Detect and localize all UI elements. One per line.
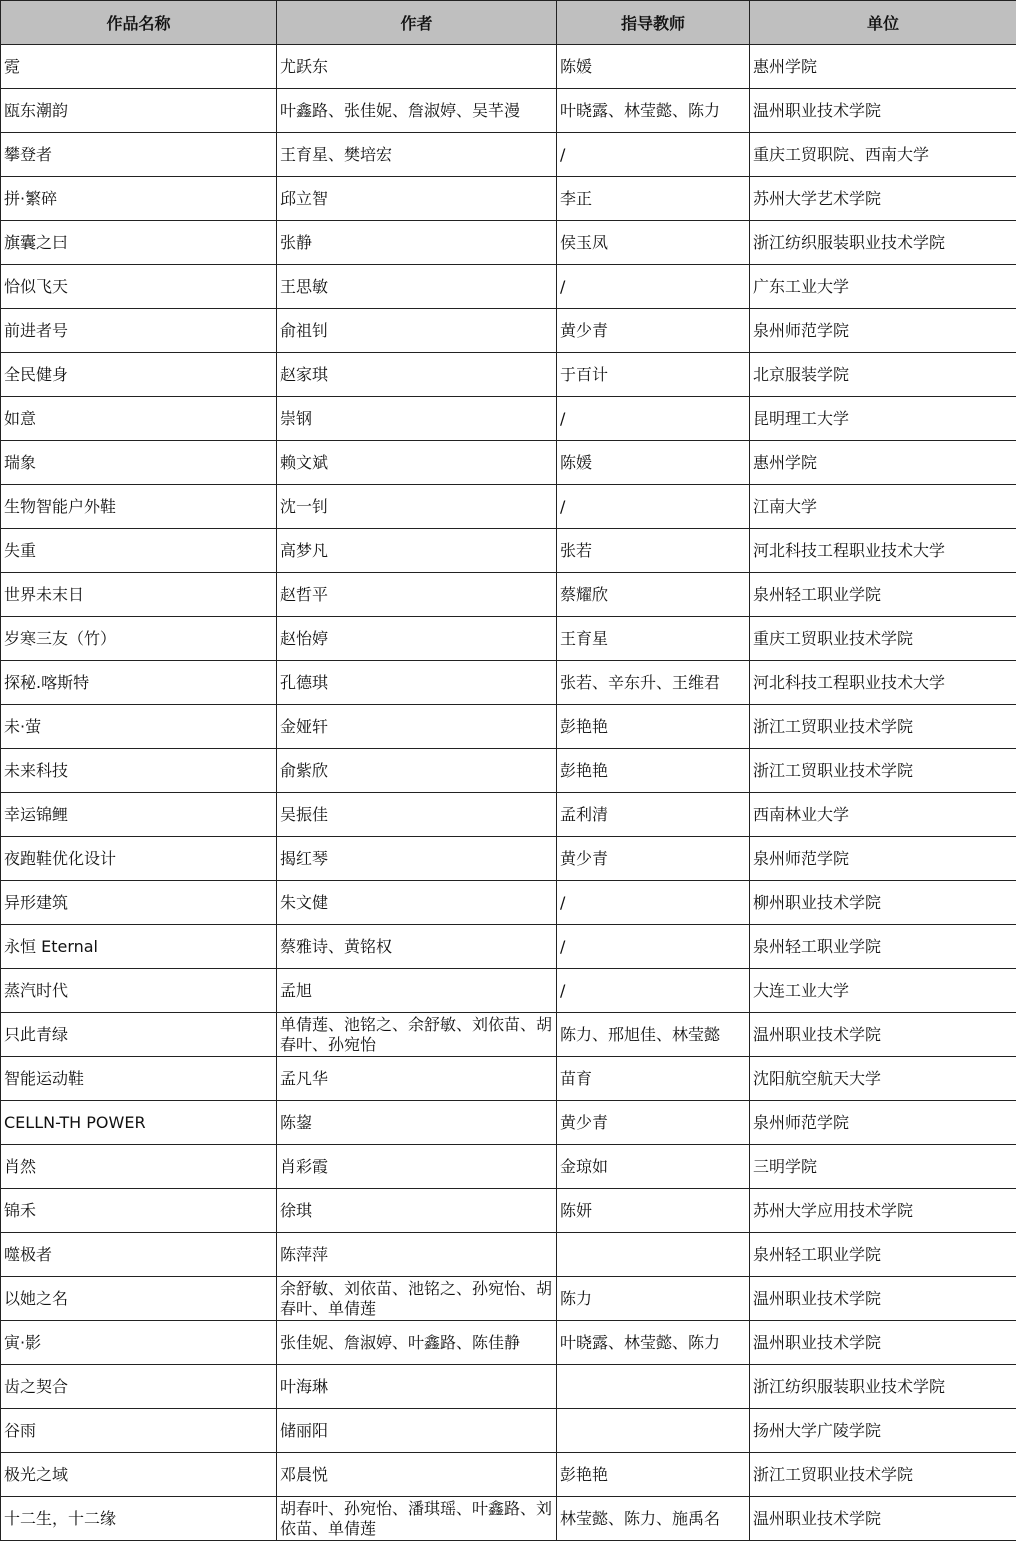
cell-author: 王思敏 (277, 265, 557, 309)
cell-author: 揭红琴 (277, 837, 557, 881)
cell-advisor: 陈媛 (557, 45, 750, 89)
cell-institution: 浙江纺织服装职业技术学院 (750, 1365, 1016, 1409)
cell-institution: 河北科技工程职业技术大学 (750, 529, 1016, 573)
cell-author: 余舒敏、刘依苗、池铭之、孙宛怡、胡春叶、单倩莲 (277, 1277, 557, 1321)
header-advisor: 指导教师 (557, 1, 750, 45)
cell-work-name: 探秘.喀斯特 (1, 661, 277, 705)
cell-work-name: 如意 (1, 397, 277, 441)
cell-work-name: 幸运锦鲤 (1, 793, 277, 837)
cell-advisor: 陈力 (557, 1277, 750, 1321)
cell-work-name: 旗囊之曰 (1, 221, 277, 265)
cell-advisor: 于百计 (557, 353, 750, 397)
cell-institution: 泉州轻工职业学院 (750, 573, 1016, 617)
cell-advisor: 张若、辛东升、王维君 (557, 661, 750, 705)
cell-advisor: 王育星 (557, 617, 750, 661)
cell-institution: 河北科技工程职业技术大学 (750, 661, 1016, 705)
cell-advisor: 蔡耀欣 (557, 573, 750, 617)
table-row (1, 1189, 1016, 1233)
cell-institution: 泉州师范学院 (750, 309, 1016, 353)
cell-author: 吴振佳 (277, 793, 557, 837)
cell-advisor: / (557, 881, 750, 925)
cell-institution: 温州职业技术学院 (750, 1497, 1016, 1541)
cell-work-name: 未·萤 (1, 705, 277, 749)
table-row (1, 397, 1016, 441)
table-row (1, 573, 1016, 617)
table-row (1, 617, 1016, 661)
cell-work-name: 十二生，十二缘 (1, 1497, 277, 1541)
cell-work-name: 生物智能户外鞋 (1, 485, 277, 529)
cell-institution: 苏州大学艺术学院 (750, 177, 1016, 221)
cell-advisor: 张若 (557, 529, 750, 573)
cell-institution: 泉州轻工职业学院 (750, 1233, 1016, 1277)
cell-work-name: 瑞象 (1, 441, 277, 485)
cell-work-name: 噬极者 (1, 1233, 277, 1277)
cell-advisor: / (557, 485, 750, 529)
cell-advisor: 孟利清 (557, 793, 750, 837)
cell-institution: 昆明理工大学 (750, 397, 1016, 441)
table-header-row (1, 1, 1016, 45)
cell-institution: 三明学院 (750, 1145, 1016, 1189)
table-row (1, 925, 1016, 969)
header-author: 作者 (277, 1, 557, 45)
table-row (1, 485, 1016, 529)
cell-institution: 苏州大学应用技术学院 (750, 1189, 1016, 1233)
table-row (1, 177, 1016, 221)
cell-work-name: 寅·影 (1, 1321, 277, 1365)
cell-advisor: / (557, 397, 750, 441)
cell-work-name: 夜跑鞋优化设计 (1, 837, 277, 881)
table-row (1, 749, 1016, 793)
cell-advisor: 陈妍 (557, 1189, 750, 1233)
table-row (1, 1453, 1016, 1497)
cell-author: 俞紫欣 (277, 749, 557, 793)
table-row (1, 1233, 1016, 1277)
cell-advisor: / (557, 969, 750, 1013)
cell-author: 赖文斌 (277, 441, 557, 485)
cell-advisor: 陈力、邢旭佳、林莹懿 (557, 1013, 750, 1057)
cell-work-name: 攀登者 (1, 133, 277, 177)
cell-author: 胡春叶、孙宛怡、潘琪瑶、叶鑫路、刘依苗、单倩莲 (277, 1497, 557, 1541)
table-row (1, 133, 1016, 177)
cell-advisor (557, 1233, 750, 1277)
table-row (1, 89, 1016, 133)
table-row (1, 705, 1016, 749)
cell-author: 赵怡婷 (277, 617, 557, 661)
cell-institution: 扬州大学广陵学院 (750, 1409, 1016, 1453)
cell-institution: 温州职业技术学院 (750, 1277, 1016, 1321)
table-row (1, 1057, 1016, 1101)
cell-institution: 泉州师范学院 (750, 837, 1016, 881)
cell-institution: 温州职业技术学院 (750, 89, 1016, 133)
cell-institution: 沈阳航空航天大学 (750, 1057, 1016, 1101)
cell-work-name: 智能运动鞋 (1, 1057, 277, 1101)
cell-work-name: 谷雨 (1, 1409, 277, 1453)
header-work-name: 作品名称 (1, 1, 277, 45)
cell-advisor: 苗育 (557, 1057, 750, 1101)
cell-author: 俞祖钊 (277, 309, 557, 353)
cell-institution: 惠州学院 (750, 45, 1016, 89)
cell-institution: 广东工业大学 (750, 265, 1016, 309)
cell-advisor: 李正 (557, 177, 750, 221)
cell-author: 单倩莲、池铭之、余舒敏、刘依苗、胡春叶、孙宛怡 (277, 1013, 557, 1057)
cell-advisor: 黄少青 (557, 837, 750, 881)
cell-author: 张佳妮、詹淑婷、叶鑫路、陈佳静 (277, 1321, 557, 1365)
cell-work-name: 岁寒三友（竹） (1, 617, 277, 661)
cell-advisor: 彭艳艳 (557, 749, 750, 793)
cell-institution: 西南林业大学 (750, 793, 1016, 837)
table-row (1, 221, 1016, 265)
cell-institution: 泉州师范学院 (750, 1101, 1016, 1145)
cell-institution: 柳州职业技术学院 (750, 881, 1016, 925)
cell-author: 徐琪 (277, 1189, 557, 1233)
cell-institution: 北京服装学院 (750, 353, 1016, 397)
cell-author: 王育星、樊培宏 (277, 133, 557, 177)
table-row (1, 661, 1016, 705)
cell-author: 蔡雅诗、黄铭权 (277, 925, 557, 969)
cell-author: 高梦凡 (277, 529, 557, 573)
cell-institution: 浙江工贸职业技术学院 (750, 1453, 1016, 1497)
cell-work-name: 恰似飞天 (1, 265, 277, 309)
cell-work-name: 瓯东潮韵 (1, 89, 277, 133)
cell-institution: 浙江纺织服装职业技术学院 (750, 221, 1016, 265)
cell-author: 肖彩霞 (277, 1145, 557, 1189)
cell-work-name: 只此青绿 (1, 1013, 277, 1057)
cell-institution: 浙江工贸职业技术学院 (750, 749, 1016, 793)
cell-advisor: 黄少青 (557, 309, 750, 353)
cell-author: 邓晨悦 (277, 1453, 557, 1497)
cell-author: 张静 (277, 221, 557, 265)
table-row (1, 1277, 1016, 1321)
cell-work-name: 霓 (1, 45, 277, 89)
table-row (1, 1321, 1016, 1365)
cell-advisor: 陈媛 (557, 441, 750, 485)
cell-advisor (557, 1365, 750, 1409)
table-row (1, 353, 1016, 397)
table-row (1, 1101, 1016, 1145)
table-row (1, 1145, 1016, 1189)
table-row (1, 441, 1016, 485)
cell-author: 陈鋆 (277, 1101, 557, 1145)
cell-advisor: / (557, 925, 750, 969)
cell-advisor (557, 1409, 750, 1453)
cell-author: 尤跃东 (277, 45, 557, 89)
cell-work-name: 蒸汽时代 (1, 969, 277, 1013)
table-row (1, 45, 1016, 89)
table-row (1, 309, 1016, 353)
cell-advisor: 彭艳艳 (557, 1453, 750, 1497)
table-row (1, 881, 1016, 925)
cell-work-name: 肖然 (1, 1145, 277, 1189)
cell-work-name: 失重 (1, 529, 277, 573)
cell-advisor: / (557, 133, 750, 177)
cell-advisor: 林莹懿、陈力、施禹名 (557, 1497, 750, 1541)
table-row (1, 1497, 1016, 1541)
table-body (1, 45, 1016, 1541)
cell-author: 邱立智 (277, 177, 557, 221)
table-row (1, 1409, 1016, 1453)
cell-author: 孟凡华 (277, 1057, 557, 1101)
cell-institution: 大连工业大学 (750, 969, 1016, 1013)
cell-advisor: 彭艳艳 (557, 705, 750, 749)
cell-work-name: 前进者号 (1, 309, 277, 353)
header-institution: 单位 (750, 1, 1016, 45)
cell-author: 孔德琪 (277, 661, 557, 705)
cell-work-name: 以她之名 (1, 1277, 277, 1321)
cell-institution: 温州职业技术学院 (750, 1321, 1016, 1365)
cell-work-name: 全民健身 (1, 353, 277, 397)
cell-work-name: 世界未末日 (1, 573, 277, 617)
cell-advisor: 叶晓露、林莹懿、陈力 (557, 1321, 750, 1365)
cell-author: 崇钢 (277, 397, 557, 441)
table-row (1, 265, 1016, 309)
cell-work-name: 极光之域 (1, 1453, 277, 1497)
cell-work-name: 拼·繁碎 (1, 177, 277, 221)
cell-institution: 泉州轻工职业学院 (750, 925, 1016, 969)
table-row (1, 1365, 1016, 1409)
cell-institution: 温州职业技术学院 (750, 1013, 1016, 1057)
cell-advisor: 黄少青 (557, 1101, 750, 1145)
cell-institution: 重庆工贸职业技术学院 (750, 617, 1016, 661)
cell-author: 储丽阳 (277, 1409, 557, 1453)
cell-author: 赵哲平 (277, 573, 557, 617)
cell-institution: 惠州学院 (750, 441, 1016, 485)
cell-institution: 江南大学 (750, 485, 1016, 529)
cell-institution: 重庆工贸职院、西南大学 (750, 133, 1016, 177)
cell-work-name: 齿之契合 (1, 1365, 277, 1409)
table-row (1, 793, 1016, 837)
cell-author: 赵家琪 (277, 353, 557, 397)
cell-advisor: 叶晓露、林莹懿、陈力 (557, 89, 750, 133)
cell-author: 孟旭 (277, 969, 557, 1013)
table-row (1, 969, 1016, 1013)
cell-advisor: / (557, 265, 750, 309)
cell-author: 叶海琳 (277, 1365, 557, 1409)
cell-advisor: 侯玉凤 (557, 221, 750, 265)
cell-author: 叶鑫路、张佳妮、詹淑婷、吴芊漫 (277, 89, 557, 133)
cell-advisor: 金琼如 (557, 1145, 750, 1189)
cell-author: 陈萍萍 (277, 1233, 557, 1277)
table-row (1, 529, 1016, 573)
cell-institution: 浙江工贸职业技术学院 (750, 705, 1016, 749)
cell-work-name: 锦禾 (1, 1189, 277, 1233)
cell-author: 沈一钊 (277, 485, 557, 529)
cell-author: 金娅轩 (277, 705, 557, 749)
cell-work-name: CELLN-TH POWER (1, 1101, 277, 1145)
table-row (1, 1013, 1016, 1057)
cell-work-name: 未来科技 (1, 749, 277, 793)
cell-work-name: 永恒 Eternal (1, 925, 277, 969)
cell-work-name: 异形建筑 (1, 881, 277, 925)
cell-author: 朱文健 (277, 881, 557, 925)
table-row (1, 837, 1016, 881)
